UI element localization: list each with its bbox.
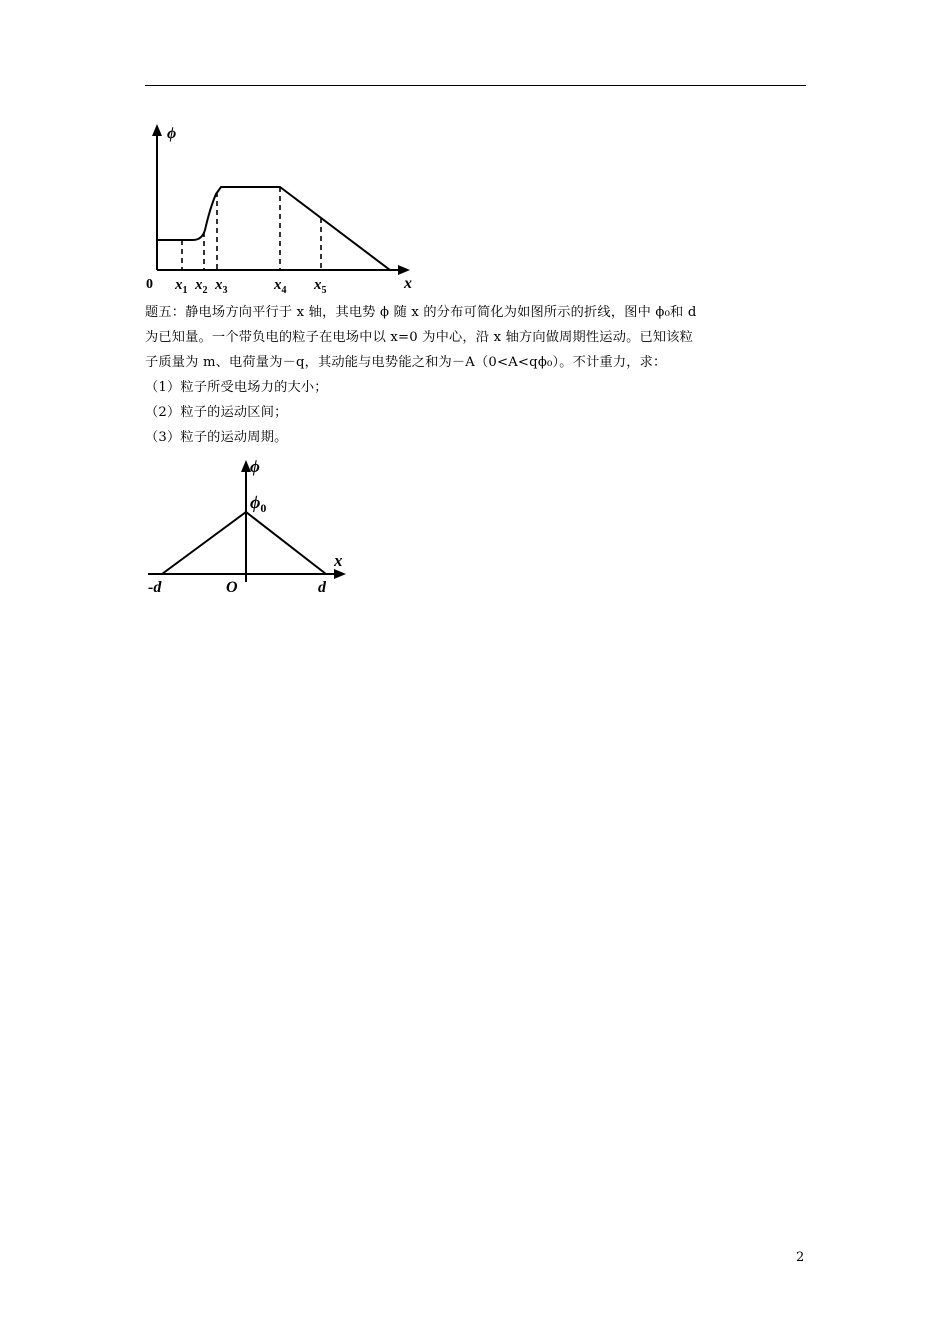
tick-x1: $x_1$ — [175, 277, 188, 296]
origin-label: O — [226, 579, 238, 596]
problem-line-1: 题五：静电场方向平行于 x 轴，其电势 ϕ 随 x 的分布可简化为如图所示的折线，图中 ϕ₀和 d — [145, 305, 697, 320]
x-axis-arrow — [398, 265, 410, 275]
y-axis-label: ϕ — [250, 457, 260, 476]
problem-line-2: 为已知量。一个带负电的粒子在电场中以 x=0 为中心，沿 x 轴方向做周期性运动。已知该粒 — [145, 330, 694, 345]
origin-label: 0 — [146, 277, 153, 292]
problem-text — [145, 300, 810, 450]
question-3: （3）粒子的运动周期。 — [145, 430, 288, 445]
tick-x4: $x_4$ — [274, 277, 287, 296]
problem-line-3: 子质量为 m、电荷量为－q，其动能与电势能之和为－A（0<A<qϕ₀）。不计重力，求： — [145, 355, 667, 370]
left-label: -d — [148, 579, 162, 596]
page-number: 2 — [796, 1250, 805, 1265]
tick-x5: $x_5$ — [314, 277, 327, 296]
tick-x3: $x_3$ — [215, 277, 228, 296]
header-rule — [145, 85, 806, 86]
x-axis-label: x — [404, 275, 412, 292]
x-axis-arrow — [334, 569, 346, 579]
potential-triangle — [162, 512, 326, 574]
x-axis-label: x — [334, 551, 343, 570]
y-axis-label: ϕ — [167, 125, 177, 142]
potential-curve — [157, 187, 390, 270]
right-label: d — [318, 579, 326, 596]
potential-graph-1 — [140, 118, 420, 300]
potential-graph-2 — [140, 452, 360, 604]
y-axis-arrow — [152, 124, 162, 136]
question-1: （1）粒子所受电场力的大小； — [145, 380, 328, 395]
peak-label: $\phi_0$ — [250, 492, 267, 515]
question-2: （2）粒子的运动区间； — [145, 405, 288, 420]
tick-x2: $x_2$ — [195, 277, 208, 296]
